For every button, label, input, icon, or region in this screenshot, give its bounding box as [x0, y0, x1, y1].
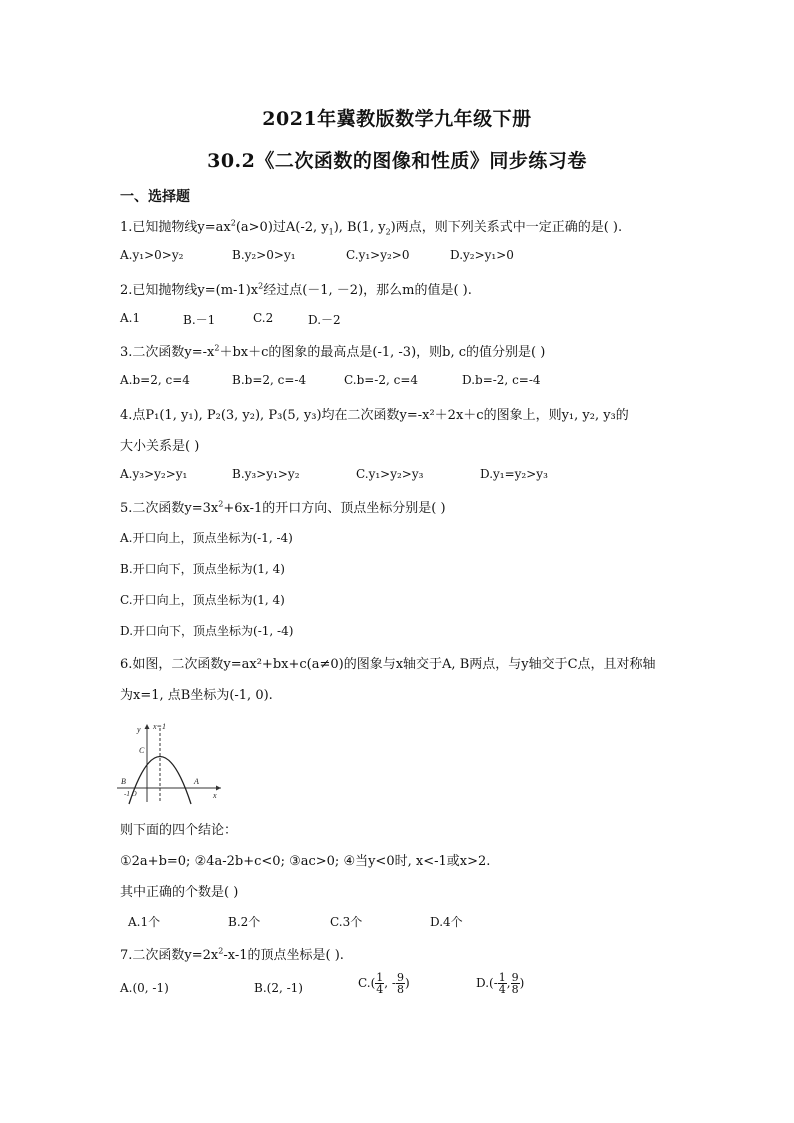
x-axis-arrow [216, 786, 221, 791]
point-a-label: A [194, 777, 199, 786]
q3-option-d: D.b=-2, c=-4 [462, 373, 541, 387]
q3-option-b: B.b=2, c=-4 [232, 373, 307, 387]
x-axis-label: x [213, 791, 217, 800]
section-heading: 一、选择题 [120, 189, 190, 205]
q2-option-b: B.－1 [183, 313, 216, 327]
question-7: 7.二次函数$y=2x^2-x-1$的顶点坐标是( ). [120, 946, 344, 963]
q4-option-b: B.y₃>y₁>y₂ [232, 467, 300, 481]
question-3: 3.二次函数$y=-x^2+bx+c$的图象的最高点是(-1, -3)，则b, c的值分别是( ) [120, 343, 546, 360]
q1-option-b: B.y₂>0>y₁ [232, 248, 296, 262]
question-4-line-1: 4.点P₁(1, y₁), P₂(3, y₂), P₃(5, y₃)均在二次函数y=-x²＋2x＋c的图象上，则y₁, y₂, y₃的 [120, 408, 629, 423]
parabola-figure [115, 720, 225, 805]
q6-option-c: C.3个 [330, 915, 363, 929]
question-6-line-2: 为x=1, 点B坐标为(-1, 0). [120, 688, 273, 703]
question-4-line-2: 大小关系是( ) [120, 439, 200, 454]
q5-option-c: C.开口向上，顶点坐标为(1, 4) [120, 593, 285, 607]
q2-option-a: A.1 [120, 311, 141, 325]
point-c-label: C [139, 746, 145, 755]
q1-option-c: C.y₁>y₂>0 [346, 248, 410, 262]
q3-option-a: A.b=2, c=4 [120, 373, 190, 387]
q3-option-c: C.b=-2, c=4 [344, 373, 419, 387]
q4-option-a: A.y₃>y₂>y₁ [120, 467, 188, 481]
q5-option-d: D.开口向下，顶点坐标为(-1, -4) [120, 624, 294, 638]
q2-option-d: D.－2 [308, 313, 341, 327]
q1-option-d: D.y₂>y₁>0 [450, 248, 514, 262]
q7-option-c: C.( $\frac{1}{4}$ , - $\frac{9}{8}$ ) [358, 971, 410, 996]
point-b-label: B [121, 777, 126, 786]
fraction: $\frac{1}{4}$ [498, 971, 506, 996]
q6-option-b: B.2个 [228, 915, 261, 929]
q4-option-c: C.y₁>y₂>y₃ [356, 467, 424, 481]
question-6-conclusion-intro: 则下面的四个结论： [120, 823, 238, 838]
origin-label: -1 O [124, 790, 137, 798]
q7-option-a: A.(0, -1) [120, 981, 169, 995]
question-2: 2.已知抛物线$y=(m-1)x^2$经过点(－1, －2)，那么m的值是( ). [120, 281, 472, 298]
q5-option-a: A.开口向上，顶点坐标为(-1, -4) [120, 531, 293, 545]
q1-option-a: A.y₁>0>y₂ [120, 248, 184, 262]
page-title: 2021年冀教版数学九年级下册 [262, 108, 532, 130]
question-6-conclusions: ①2a+b=0; ②4a-2b+c<0; ③ac>0; ④当y<0时, x<-1或x>2. [120, 854, 491, 869]
fraction: $\frac{9}{8}$ [511, 971, 519, 996]
fraction: $\frac{9}{8}$ [396, 971, 404, 996]
q6-option-a: A.1个 [128, 915, 161, 929]
question-5: 5.二次函数$y=3x^2+6x-1$的开口方向、顶点坐标分别是( ) [120, 499, 446, 516]
question-6-ask: 其中正确的个数是( ) [120, 885, 239, 900]
y-axis-label: y [137, 725, 141, 734]
q7-option-b: B.(2, -1) [254, 981, 303, 995]
question-6-line-1: 6.如图，二次函数y=ax²+bx+c(a≠0)的图象与x轴交于A, B两点，与y轴交于C点，且对称轴 [120, 657, 656, 672]
question-1: 1.已知抛物线$y=ax^2(a>0)$过A(-2, $y_1$), B(1, $y_2$)两点，则下列关系式中一定正确的是( ). [120, 218, 623, 237]
q7-option-d: D.(- $\frac{1}{4}$ , $\frac{9}{8}$ ) [476, 971, 525, 996]
q6-option-d: D.4个 [430, 915, 463, 929]
fraction: $\frac{1}{4}$ [376, 971, 384, 996]
y-axis-arrow [145, 724, 150, 729]
symmetry-label: x=1 [153, 722, 166, 731]
q2-option-c: C.2 [253, 311, 274, 325]
page-subtitle: 30.2《二次函数的图像和性质》同步练习卷 [207, 150, 587, 172]
q4-option-d: D.y₁=y₂>y₃ [480, 467, 548, 481]
q5-option-b: B.开口向下，顶点坐标为(1, 4) [120, 562, 285, 576]
